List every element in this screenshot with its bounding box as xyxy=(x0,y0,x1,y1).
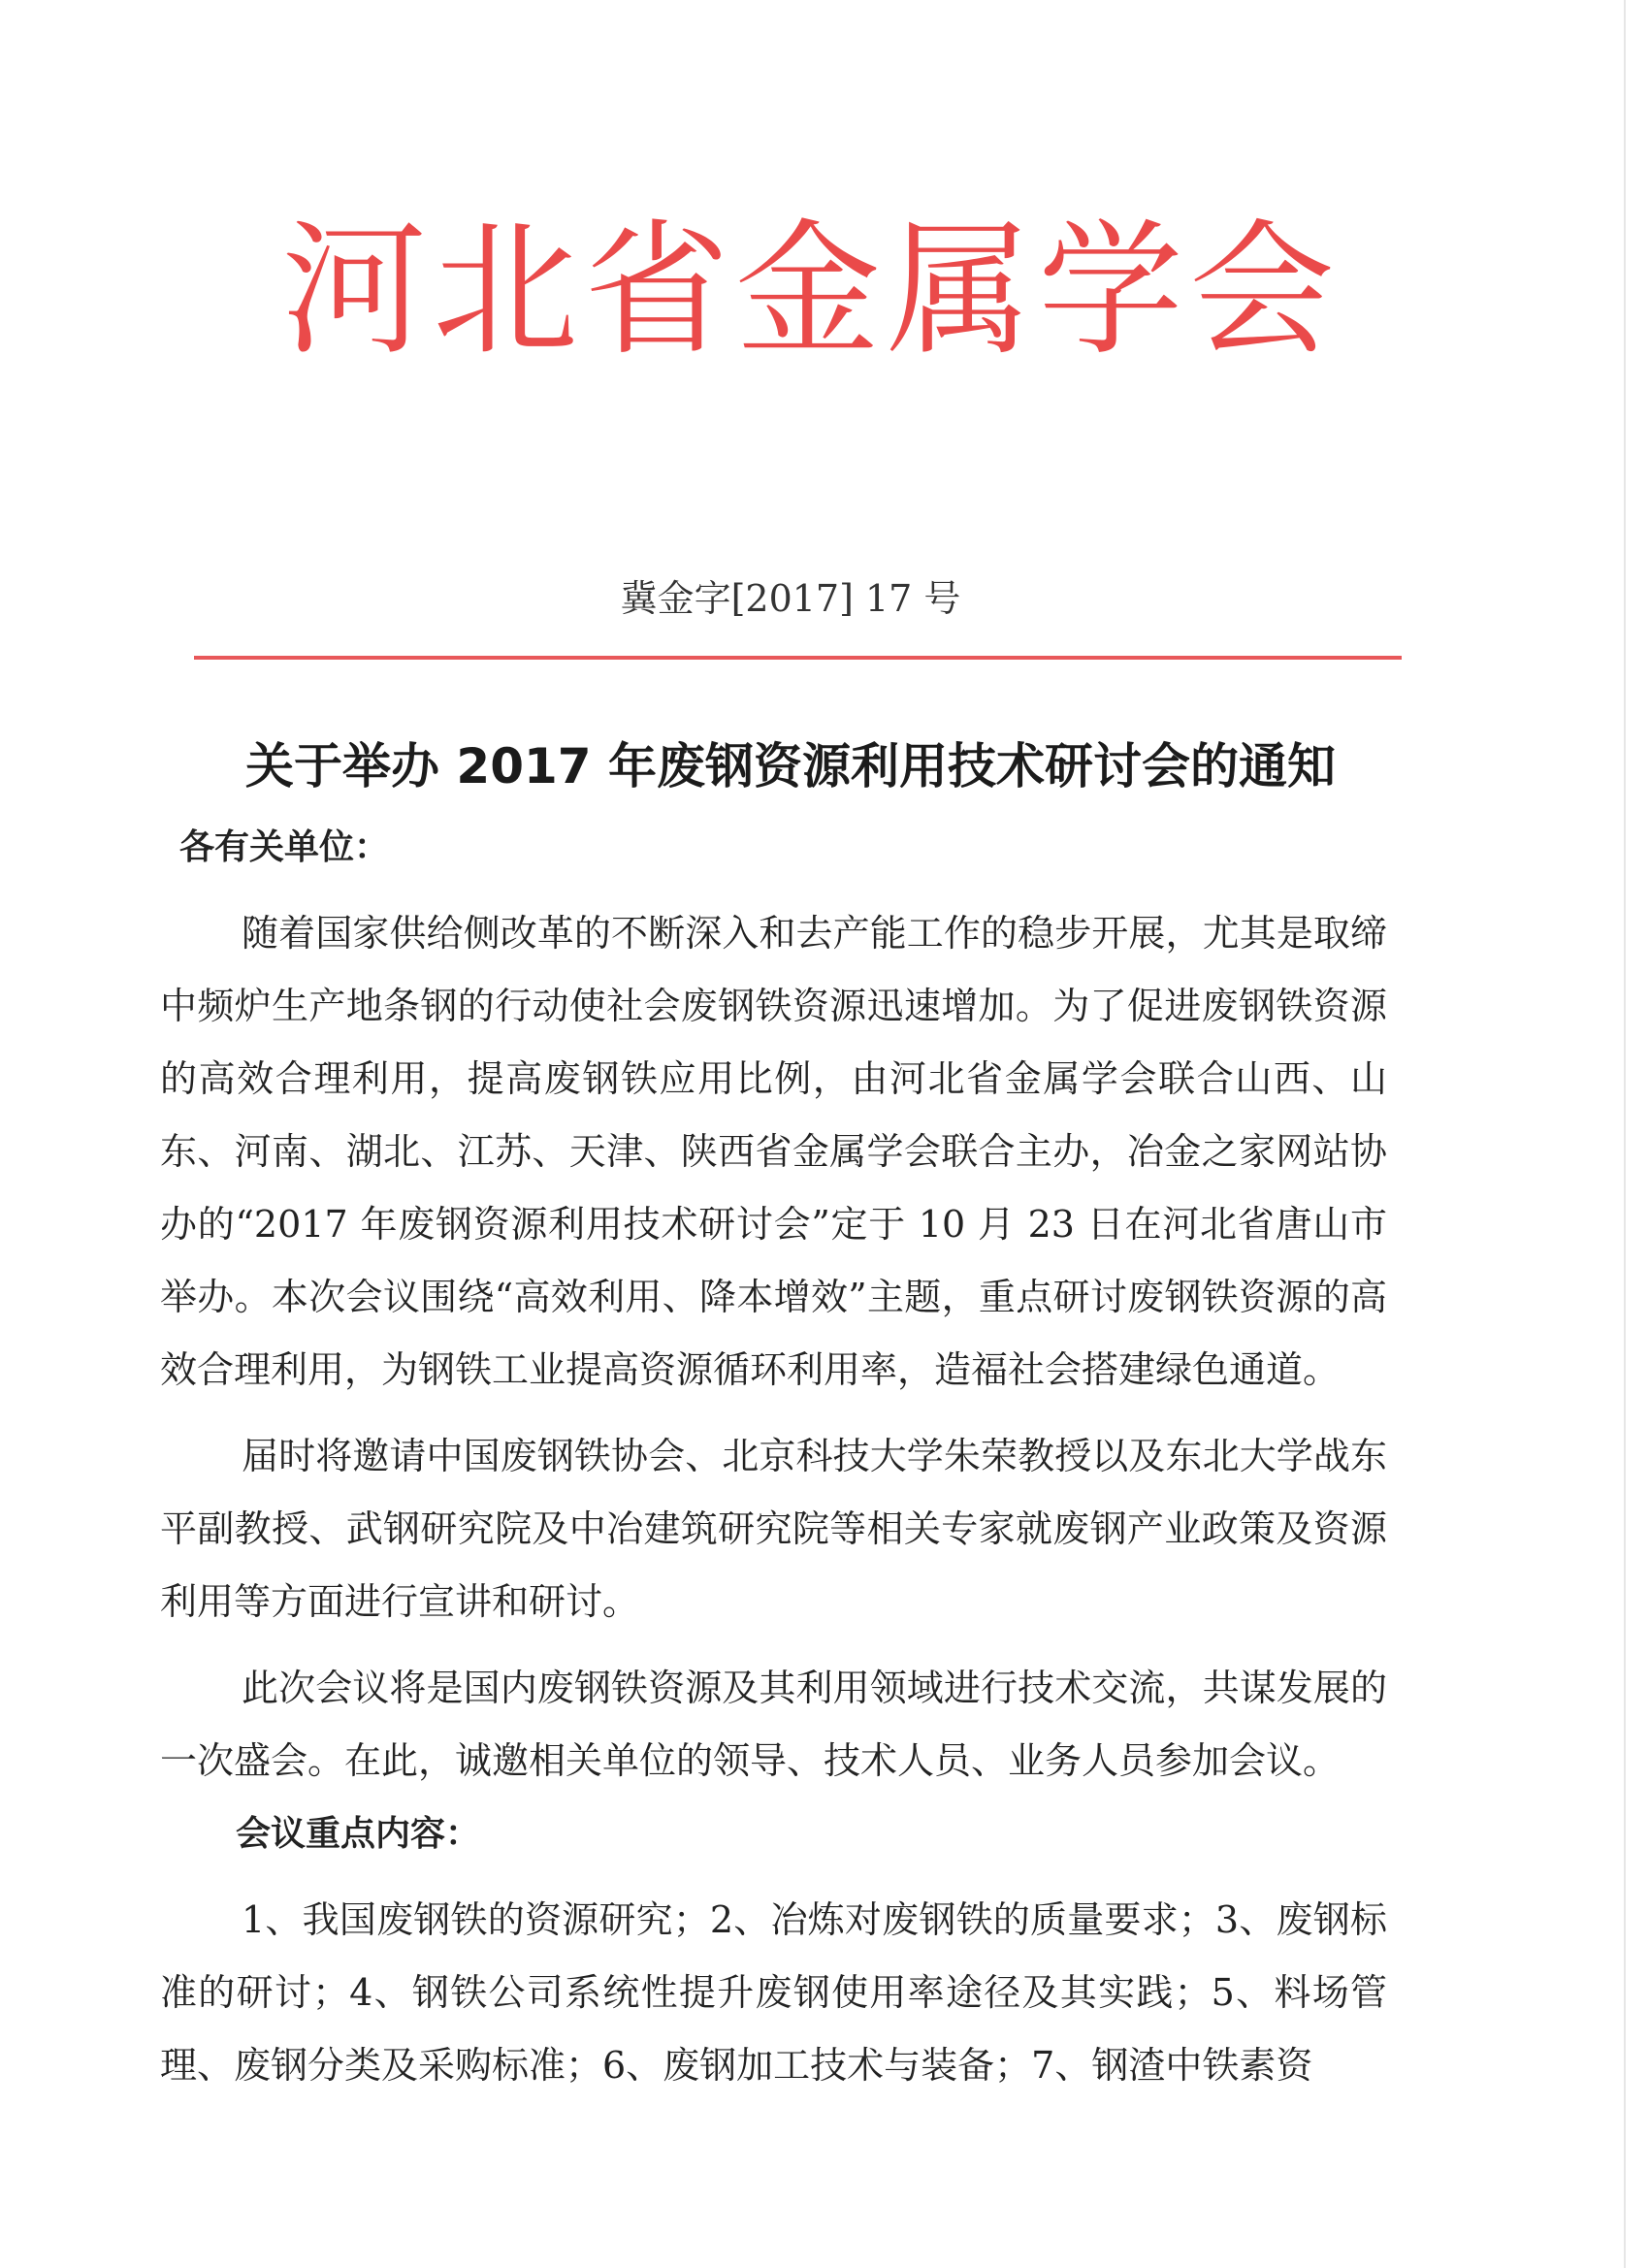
notice-body xyxy=(160,811,1387,2102)
key-content-heading: 会议重点内容： xyxy=(236,1814,481,1854)
key-content-list: 1、我国废钢铁的资源研究；2、冶炼对废钢铁的质量要求；3、废钢标准的研讨；4、钢铁公司系统性提升废钢使用率途径及其实践；5、料场管理、废钢分类及采购标准；6、废钢加工技术与装备；7、钢渣中铁素资 xyxy=(160,1898,1387,2087)
paragraph-speakers: 届时将邀请中国废钢铁协会、北京科技大学朱荣教授以及东北大学战东平副教授、武钢研究院及中冶建筑研究院等相关专家就废钢产业政策及资源利用等方面进行宣讲和研讨。 xyxy=(160,1435,1387,1623)
page-edge xyxy=(1624,0,1626,2268)
notice-title: 关于举办 2017 年废钢资源利用技术研讨会的通知 xyxy=(245,738,1336,794)
paragraph-invitation: 此次会议将是国内废钢铁资源及其利用领域进行技术交流，共谋发展的一次盛会。在此，诚邀相关单位的领导、技术人员、业务人员参加会议。 xyxy=(160,1667,1387,1782)
paragraph-intro: 随着国家供给侧改革的不断深入和去产能工作的稳步开展，尤其是取缔中频炉生产地条钢的行动使社会废钢铁资源迅速增加。为了促进废钢铁资源的高效合理利用，提高废钢铁应用比例，由河北省金属学会联合山西、山东、河南、湖北、江苏、天津、陕西省金属学会联合主办，冶金之家网站协办的“2017 年废钢资源利用技术研讨会”定于 10 月 23 日在河北省唐山市举办。本次会议围绕“高效利用、降本增效”主题，重点研讨废钢铁资源的高效合理利用，为钢铁工业提高资源循环利用率，造福社会搭建绿色通道。 xyxy=(160,912,1387,1391)
masthead-org-name: 河北省金属学会 xyxy=(281,207,1342,375)
document-number: 冀金字[2017] 17 号 xyxy=(620,577,961,620)
red-divider xyxy=(194,656,1402,660)
salutation: 各有关单位： xyxy=(179,827,390,867)
